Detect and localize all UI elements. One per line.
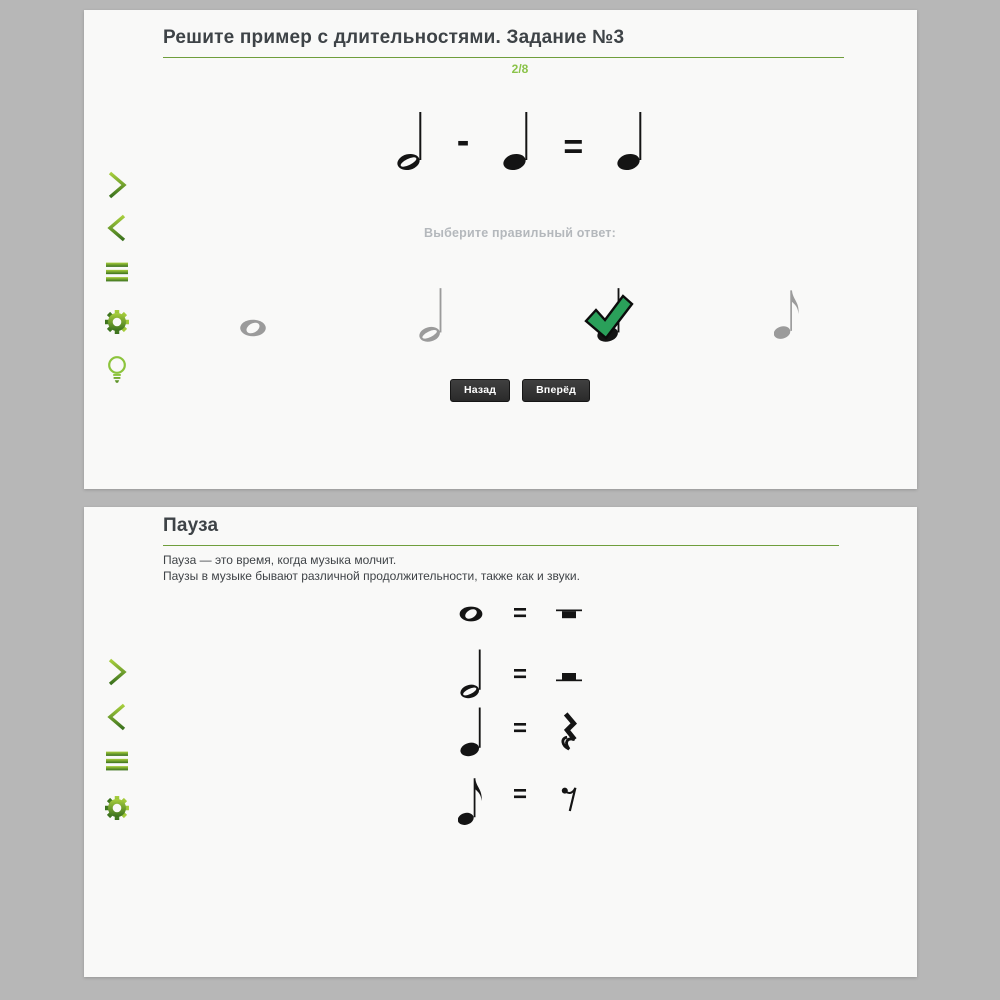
answer-option-quarter-note[interactable]	[520, 260, 698, 348]
eighth-note-icon	[774, 285, 801, 348]
half-note-icon	[397, 109, 423, 176]
page-title: Решите пример с длительностями. Задание №3	[163, 27, 625, 48]
equals-operator: =	[512, 661, 527, 688]
equivalence-row-eighth	[123, 773, 917, 827]
equals-operator: =	[512, 781, 527, 808]
whole-note-icon	[442, 606, 500, 622]
answer-options	[123, 260, 917, 348]
answer-option-whole-note[interactable]	[164, 260, 342, 348]
title-divider	[163, 545, 839, 546]
correct-checkmark-icon	[580, 292, 634, 340]
page-title: Пауза	[163, 515, 219, 536]
quarter-note-icon	[442, 705, 500, 757]
quarter-note-icon	[503, 109, 529, 176]
paragraph-line: Пауза — это время, когда музыка молчит.	[163, 553, 397, 567]
minus-operator: -	[456, 120, 470, 162]
whole-rest-icon	[540, 607, 598, 621]
title-divider	[163, 57, 844, 58]
equivalence-row-quarter	[123, 703, 917, 757]
answer-prompt: Выберите правильный ответ:	[424, 226, 616, 240]
equals-operator: =	[512, 600, 527, 627]
lesson-paragraph	[163, 553, 580, 584]
forward-button[interactable]: Вперёд	[522, 379, 590, 402]
equals-operator: =	[512, 715, 527, 742]
equivalence-row-half	[123, 647, 917, 699]
navigation-buttons	[123, 379, 917, 402]
eighth-rest-icon	[540, 784, 598, 827]
answer-option-half-note[interactable]	[342, 260, 520, 348]
quarter-rest-icon	[540, 712, 598, 757]
exercise-panel	[84, 10, 917, 489]
half-note-icon	[419, 285, 443, 348]
whole-note-icon	[239, 319, 267, 342]
half-note-icon	[442, 647, 500, 699]
progress-indicator: 2/8	[511, 62, 529, 76]
equals-operator: =	[563, 128, 584, 166]
paragraph-line: Паузы в музыке бывают различной продолжительности, также как и звуки.	[163, 568, 580, 583]
answer-option-eighth-note[interactable]	[698, 260, 876, 348]
half-rest-icon	[540, 673, 598, 699]
back-button[interactable]: Назад	[450, 379, 510, 402]
duration-equation	[123, 108, 917, 176]
lesson-panel	[84, 507, 917, 977]
quarter-note-icon	[617, 109, 643, 176]
eighth-note-icon	[442, 775, 500, 827]
equivalence-row-whole	[123, 600, 917, 627]
